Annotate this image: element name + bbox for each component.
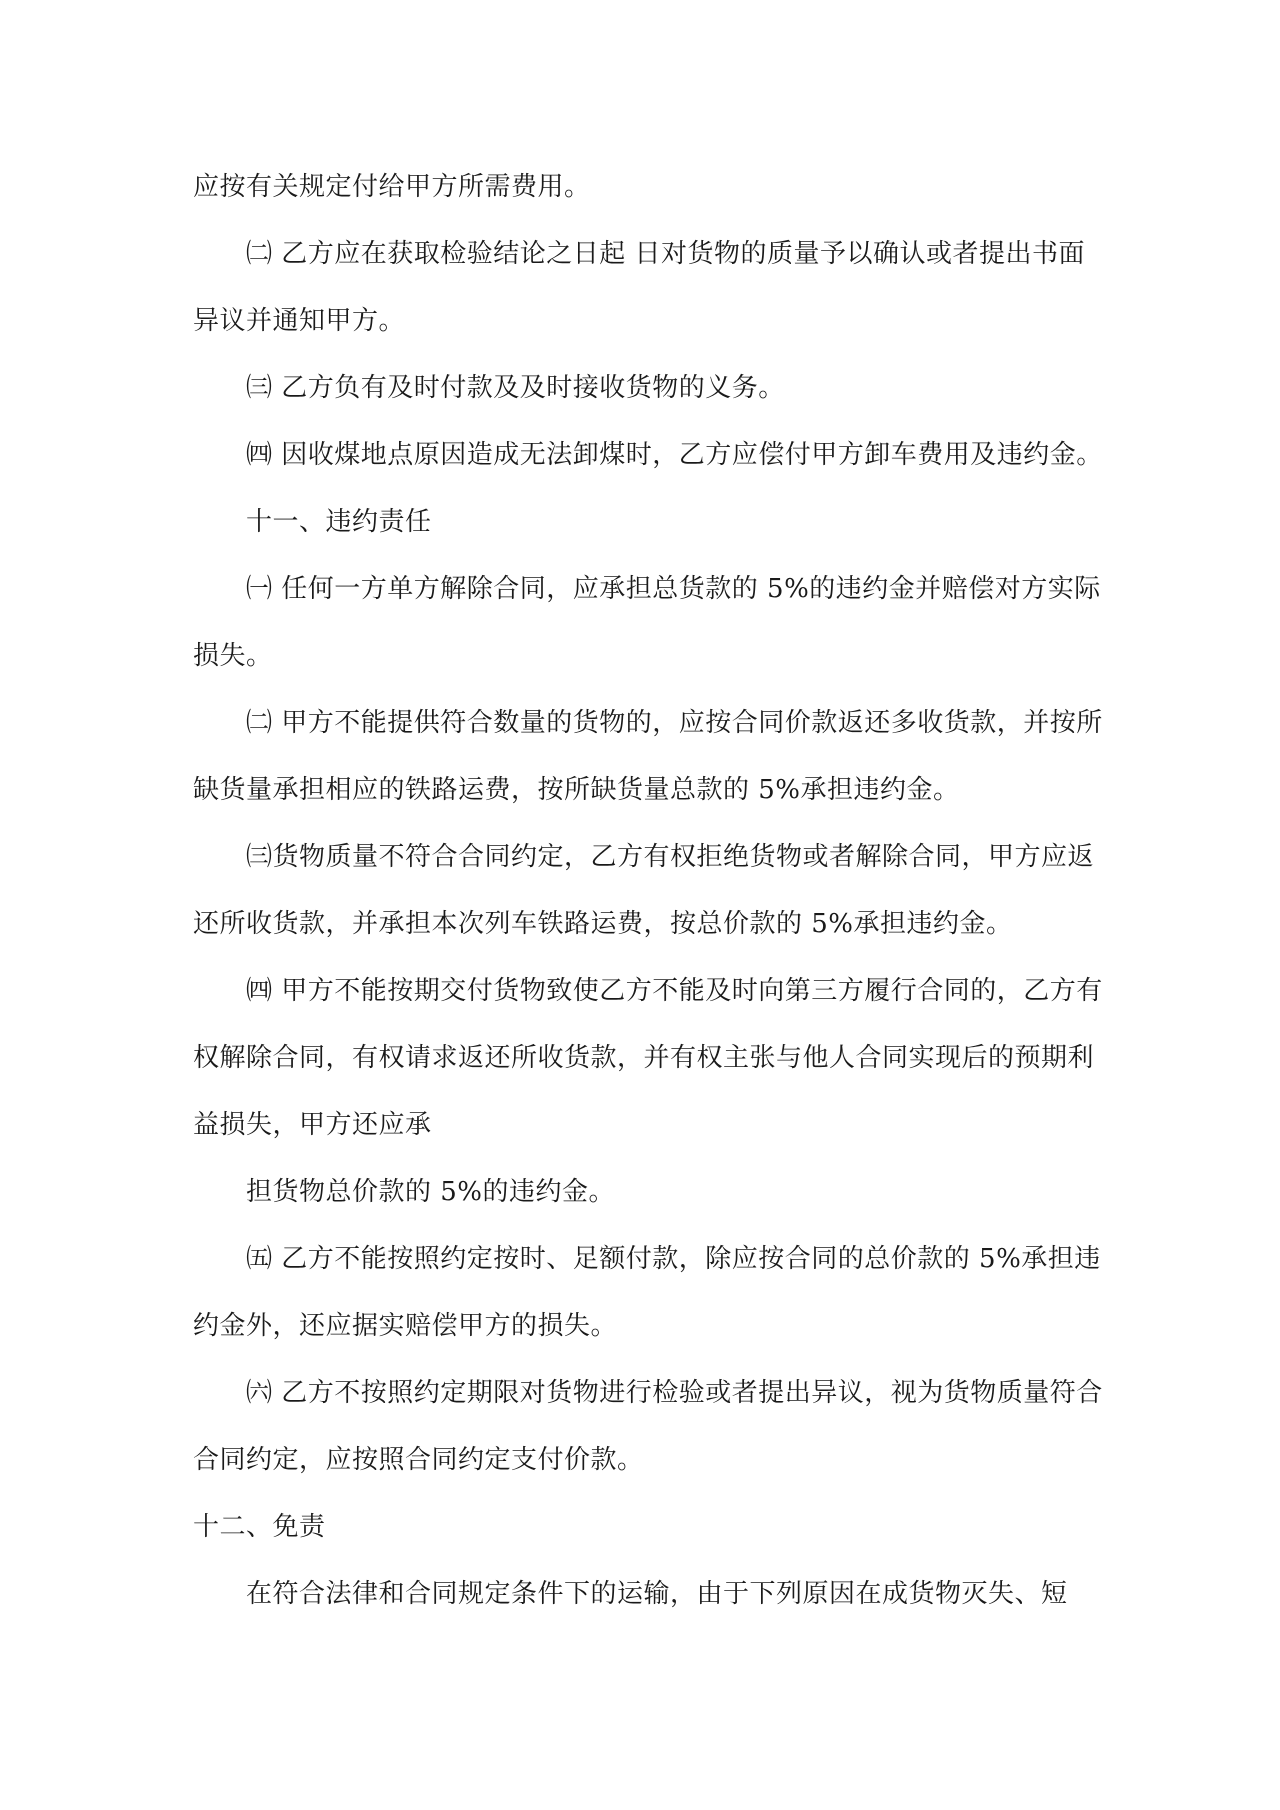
text-line: ㈤ 乙方不能按照约定按时、足额付款，除应按合同的总价款的 5%承担违: [246, 1244, 1101, 1274]
text-line: ㈥ 乙方不按照约定期限对货物进行检验或者提出异议，视为货物质量符合: [246, 1378, 1103, 1408]
text-line: 权解除合同，有权请求返还所收货款，并有权主张与他人合同实现后的预期利: [193, 1043, 1095, 1073]
text-line: 约金外，还应据实赔偿甲方的损失。: [193, 1311, 618, 1341]
section-heading: 十二、免责: [193, 1512, 326, 1542]
text-line: ㈣ 因收煤地点原因造成无法卸煤时，乙方应偿付甲方卸车费用及违约金。: [246, 440, 1103, 470]
text-line: 益损失，甲方还应承: [193, 1110, 432, 1140]
text-line: 缺货量承担相应的铁路运费，按所缺货量总款的 5%承担违约金。: [193, 775, 960, 805]
text-line: 损失。: [193, 641, 273, 671]
text-line: 异议并通知甲方。: [193, 306, 406, 336]
text-line: 应按有关规定付给甲方所需费用。: [193, 172, 591, 202]
text-line: 在符合法律和合同规定条件下的运输，由于下列原因在成货物灭失、短: [246, 1579, 1068, 1609]
text-line: 担货物总价款的 5%的违约金。: [246, 1177, 616, 1207]
text-line: ㈠ 任何一方单方解除合同，应承担总货款的 5%的违约金并赔偿对方实际: [246, 574, 1101, 604]
text-line: ㈢货物质量不符合合同约定，乙方有权拒绝货物或者解除合同，甲方应返: [246, 842, 1095, 872]
text-line: 合同约定，应按照合同约定支付价款。: [193, 1445, 644, 1475]
text-line: ㈡ 乙方应在获取检验结论之日起 日对货物的质量予以确认或者提出书面: [246, 239, 1086, 269]
text-line: ㈢ 乙方负有及时付款及及时接收货物的义务。: [246, 373, 785, 403]
text-line: ㈡ 甲方不能提供符合数量的货物的，应按合同价款返还多收货款，并按所: [246, 708, 1103, 738]
section-heading: 十一、违约责任: [246, 507, 432, 537]
text-line: 还所收货款，并承担本次列车铁路运费，按总价款的 5%承担违约金。: [193, 909, 1013, 939]
text-line: ㈣ 甲方不能按期交付货物致使乙方不能及时向第三方履行合同的，乙方有: [246, 976, 1103, 1006]
